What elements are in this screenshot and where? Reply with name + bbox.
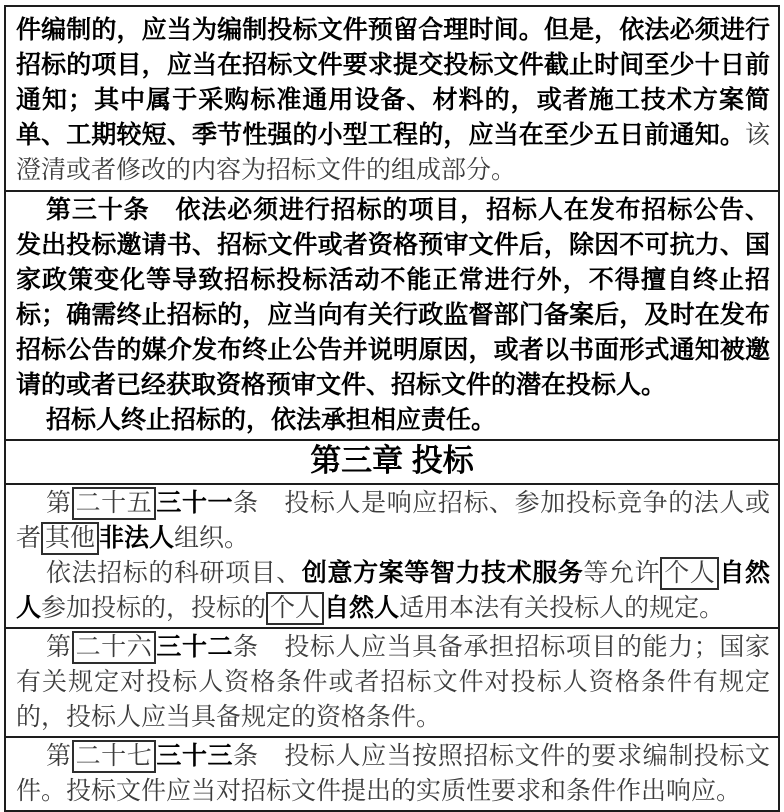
deleted-text: 二十六: [72, 631, 157, 664]
article-33-row: [6, 736, 778, 810]
inserted-text: 三十一: [156, 489, 234, 517]
inserted-text: 三十二: [156, 633, 234, 661]
paragraph: [6, 441, 778, 483]
original-text: 等允许: [583, 560, 661, 587]
deleted-text: 二十五: [72, 487, 157, 520]
original-text: 第: [46, 490, 72, 517]
paragraph: [16, 556, 770, 626]
original-text: 该澄清或者修改的内容为招标文件的组成部分。: [16, 122, 770, 184]
inserted-text: 自然人: [16, 559, 770, 622]
paragraph: [16, 739, 770, 809]
inserted-text: 非法人: [99, 524, 175, 552]
article-31-row: [6, 483, 778, 627]
inserted-text: 三十三: [156, 742, 234, 770]
deleted-text: 二十七: [72, 740, 157, 773]
original-text: 参加投标的，投标的: [41, 595, 267, 622]
deleted-text: 个人: [266, 592, 324, 625]
paragraph: [16, 13, 770, 188]
chapter-heading: 第三章 投标: [310, 443, 474, 478]
original-text: 第: [46, 634, 72, 661]
chapter-3-heading-row: [6, 439, 778, 483]
inserted-text: 招标人终止招标的，依法承担相应责任。: [46, 406, 497, 434]
article-30-row: [6, 190, 778, 439]
paragraph: [16, 403, 770, 438]
paragraph: [16, 630, 770, 735]
inserted-text: 第三十条 依法必须进行招标的项目，招标人在发布招标公告、发出投标邀请书、招标文件或者资格预审文件后，除因不可抗力、国家政策变化等导致招标投标活动不能正常进行外，不得擅自终止招标；确需终止招标的，应当向有关行政监督部门备案后，及时在发布招标公告的媒介发布终止公告并说明原因，或者以书面形式通知被邀请的或者已经获取资格预审文件、招标文件的潜在投标人。: [16, 196, 770, 399]
original-text: 条 投标人应当按照招标文件的要求编制投标文件。投标文件应当对招标文件提出的实质性要求和条件作出响应。: [16, 743, 770, 805]
inserted-text: 创意方案等智力技术服务: [301, 559, 584, 587]
deleted-text: 其他: [41, 522, 99, 555]
paragraph: [16, 193, 770, 403]
original-text: 适用本法有关投标人的规定。: [399, 595, 725, 622]
original-text: 组织。: [174, 525, 250, 552]
original-text: 条 投标人应当具备承担招标项目的能力；国家有关规定对投标人资格条件或者招标文件对投标人资格条件有规定的，投标人应当具备规定的资格条件。: [16, 634, 770, 731]
paragraph: [16, 486, 770, 556]
original-text: 依法招标的科研项目、: [46, 560, 302, 587]
inserted-text: 自然人: [324, 594, 400, 622]
law-comparison-table: [4, 5, 780, 812]
original-text: 第: [46, 743, 72, 770]
article-32-row: [6, 627, 778, 736]
article-29-continuation-row: [6, 7, 778, 190]
inserted-text: 件编制的，应当为编制投标文件预留合理时间。但是，依法必须进行招标的项目，应当在招标文件要求提交投标文件截止时间至少十日前通知；其中属于采购标准通用设备、材料的，或者施工技术方案简单、工期较短、季节性强的小型工程的，应当在至少五日前通知。: [16, 16, 770, 149]
original-text: 条 投标人是响应招标、参加投标竞争的法人或者: [16, 490, 770, 552]
deleted-text: 个人: [660, 557, 719, 590]
